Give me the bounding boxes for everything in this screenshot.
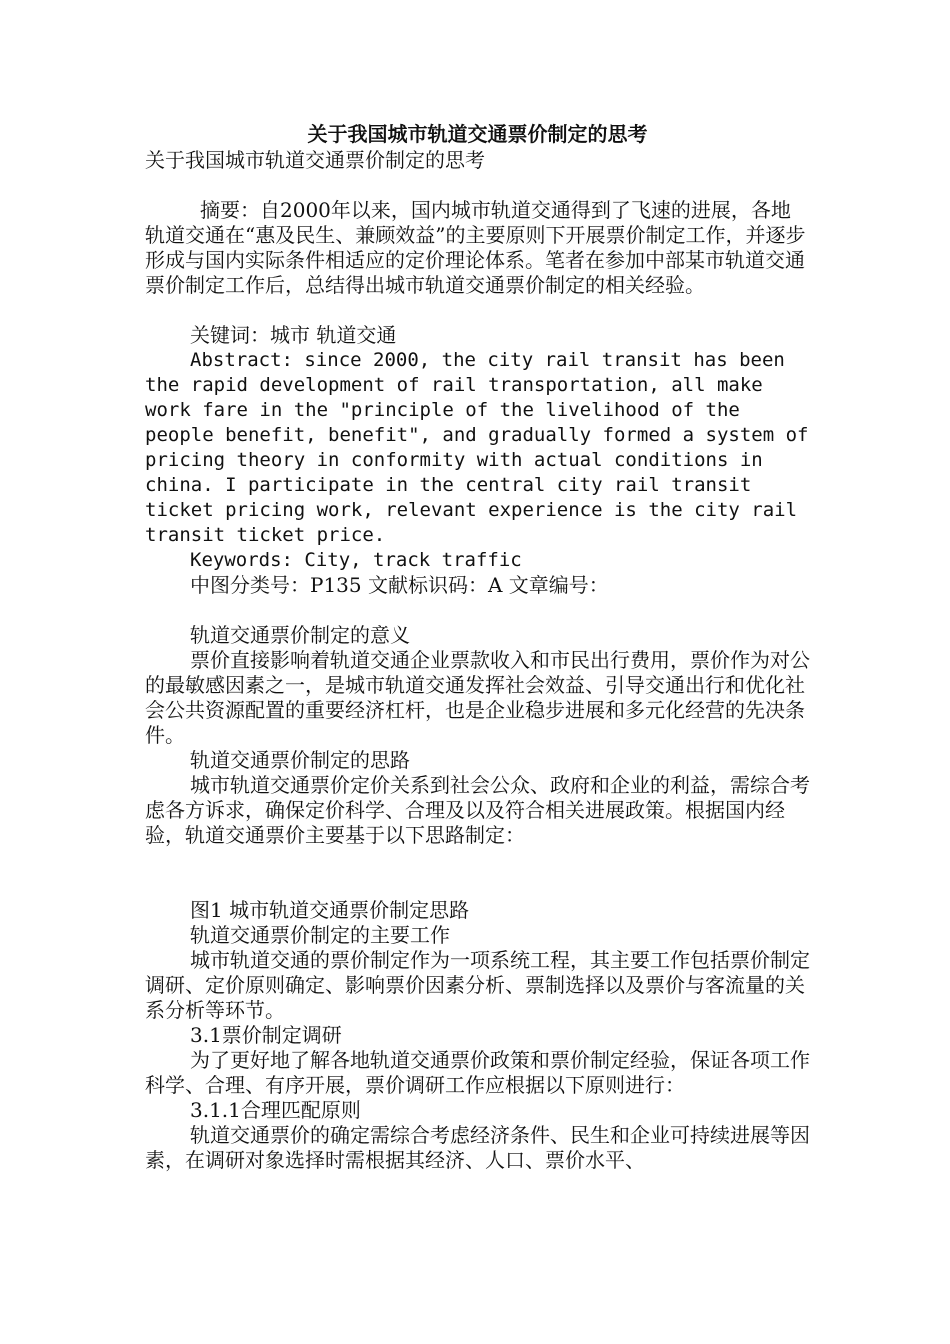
subsubsection-body: 轨道交通票价的确定需综合考虑经济条件、民生和企业可持续进展等因素，在调研对象选择时需根据其经济、人口、票价水平、 — [145, 1123, 810, 1172]
keywords-en: Keywords: City, track traffic — [190, 549, 522, 571]
abstract-cn: 摘要：自2000年以来，国内城市轨道交通得到了飞速的进展，各地轨道交通在“惠及民生、兼顾效益”的主要原则下开展票价制定工作，并逐步形成与国内实际条件相适应的定价理论体系。笔者在参加中部某市轨道交通票价制定工作后，总结得出城市轨道交通票价制定的相关经验。 — [145, 198, 806, 297]
section-heading: 轨道交通票价制定的主要工作 — [190, 923, 450, 947]
section-body: 城市轨道交通的票价制定作为一项系统工程，其主要工作包括票价制定调研、定价原则确定、影响票价因素分析、票制选择以及票价与客流量的关系分析等环节。 — [145, 948, 810, 1022]
document-title: 关于我国城市轨道交通票价制定的思考 — [307, 122, 648, 146]
document-subtitle: 关于我国城市轨道交通票价制定的思考 — [145, 148, 485, 172]
subsection-heading: 3.1票价制定调研 — [190, 1023, 342, 1047]
spacer — [145, 173, 810, 198]
abstract-en: Abstract: since 2000, the city rail transit has been the rapid development of rail transportation, all make work fare in the "principle of the livelihood of the people benefit, benefit", and gradually formed a system of pricing theory in conformity with actual conditions in china. I participate in the central city rail transit ticket pricing work, relevant experience is the city rail transit ticket price. — [145, 349, 820, 546]
section-body: 票价直接影响着轨道交通企业票款收入和市民出行费用，票价作为对公的最敏感因素之一，是城市轨道交通发挥社会效益、引导交通出行和优化社会公共资源配置的重要经济杠杆，也是企业稳步进展和多元化经营的先决条件。 — [145, 648, 810, 747]
subsection-body: 为了更好地了解各地轨道交通票价政策和票价制定经验，保证各项工作科学、合理、有序开展，票价调研工作应根据以下原则进行： — [145, 1048, 810, 1097]
document-body — [145, 120, 820, 1173]
figure-placeholder — [145, 848, 810, 898]
section-heading: 轨道交通票价制定的思路 — [190, 748, 410, 772]
figure-caption: 图1 城市轨道交通票价制定思路 — [190, 898, 470, 922]
classification-line: 中图分类号：P135 文献标识码：A 文章编号： — [190, 573, 609, 597]
spacer — [145, 598, 810, 623]
spacer — [145, 298, 810, 323]
section-heading: 轨道交通票价制定的意义 — [190, 623, 410, 647]
keywords-cn: 关键词：城市 轨道交通 — [190, 323, 397, 347]
subsubsection-heading: 3.1.1合理匹配原则 — [190, 1098, 361, 1122]
section-body: 城市轨道交通票价定价关系到社会公众、政府和企业的利益，需综合考虑各方诉求，确保定价科学、合理及以及符合相关进展政策。根据国内经验，轨道交通票价主要基于以下思路制定： — [145, 773, 810, 847]
